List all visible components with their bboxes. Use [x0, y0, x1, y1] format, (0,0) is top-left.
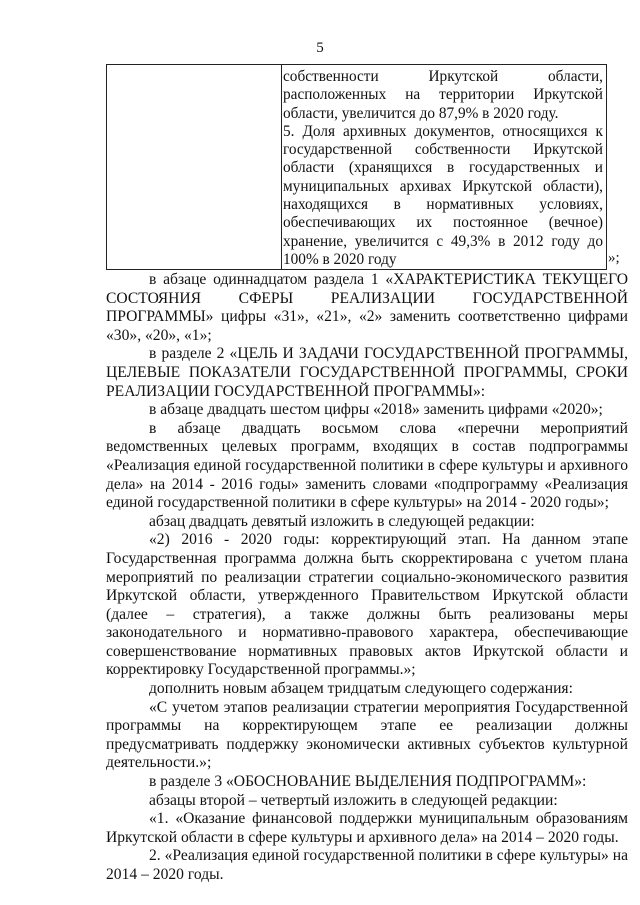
table-left-cell [107, 65, 282, 269]
table-cell-text: собственности Иркутской области, расположенных на территории Иркутской области, увеличится до 87,9% в 2020 году. [283, 68, 603, 122]
paragraph: в абзаце двадцать восьмом слова «перечни мероприятий ведомственных целевых программ, входящих в состав подпрограммы «Реализация единой государственной политики в сфере культуры и архивного дела» на 2014 - 2016 годы» заменить словами «подпрограмму «Реализация единой государственной политики в сфере культуры» на 2014 - 2020 годы»; [106, 419, 628, 512]
document-body [106, 271, 628, 885]
table-cell-text: 5. Доля архивных документов, относящихся к государственной собственности Иркутской области (хранящихся в государственных и муниципальных архивах Иркутской области), находящихся в нормативных условиях, обеспечивающих их постоянное (вечное) хранение, увеличится с 49,3% в 2012 году до 100% в 2020 году [283, 122, 603, 268]
paragraph: «С учетом этапов реализации стратегии мероприятия Государственной программы на корректирующем этапе ее реализации должны предусматривать поддержку экономически активных субъектов культурной деятельности.»; [106, 698, 628, 772]
paragraph: абзацы второй – четвертый изложить в следующей редакции: [149, 791, 558, 809]
table-right-cell [283, 68, 603, 269]
program-table [106, 64, 607, 270]
paragraph: «1. «Оказание финансовой поддержки муниципальным образованиям Иркутской области в сфере культуры и архивного дела» на 2014 – 2020 годы. [106, 810, 628, 846]
paragraph: в абзаце двадцать шестом цифры «2018» заменить цифрами «2020»; [149, 401, 603, 419]
paragraph: в разделе 3 «ОБОСНОВАНИЕ ВЫДЕЛЕНИЯ ПОДПРОГРАММ»: [149, 773, 587, 791]
paragraph: в абзаце одиннадцатом раздела 1 «ХАРАКТЕРИСТИКА ТЕКУЩЕГО СОСТОЯНИЯ СФЕРЫ РЕАЛИЗАЦИИ ГОСУДАРСТВЕННОЙ ПРОГРАММЫ» цифры «31», «21», «2» заменить соответственно цифрами «30», «20», «1»; [106, 271, 628, 344]
page-number: 5 [316, 40, 324, 56]
paragraph: абзац двадцать девятый изложить в следующей редакции: [149, 512, 535, 530]
paragraph: «2) 2016 - 2020 годы: корректирующий этап. На данном этапе Государственная программа должна быть скорректирована с учетом плана мероприятий по реализации стратегии социально-экономического развития Иркутской области, утвержденного Правительством Иркутской области (далее – стратегия), а также должны быть реализованы меры законодательного и нормативно-правового характера, обеспечивающие совершенствование нормативных правовых актов Иркутской области и корректировку Государственной программы.»; [106, 531, 628, 679]
paragraph: 2. «Реализация единой государственной политики в сфере культуры» на 2014 – 2020 годы. [106, 847, 628, 883]
paragraph: дополнить новым абзацем тридцатым следующего содержания: [149, 680, 573, 698]
table-closing-quote: »; [608, 250, 620, 266]
paragraph: в разделе 2 «ЦЕЛЬ И ЗАДАЧИ ГОСУДАРСТВЕННОЙ ПРОГРАММЫ, ЦЕЛЕВЫЕ ПОКАЗАТЕЛИ ГОСУДАРСТВЕННОЙ ПРОГРАММЫ, СРОКИ РЕАЛИЗАЦИИ ГОСУДАРСТВЕННОЙ ПРОГРАММЫ»: [106, 345, 628, 400]
